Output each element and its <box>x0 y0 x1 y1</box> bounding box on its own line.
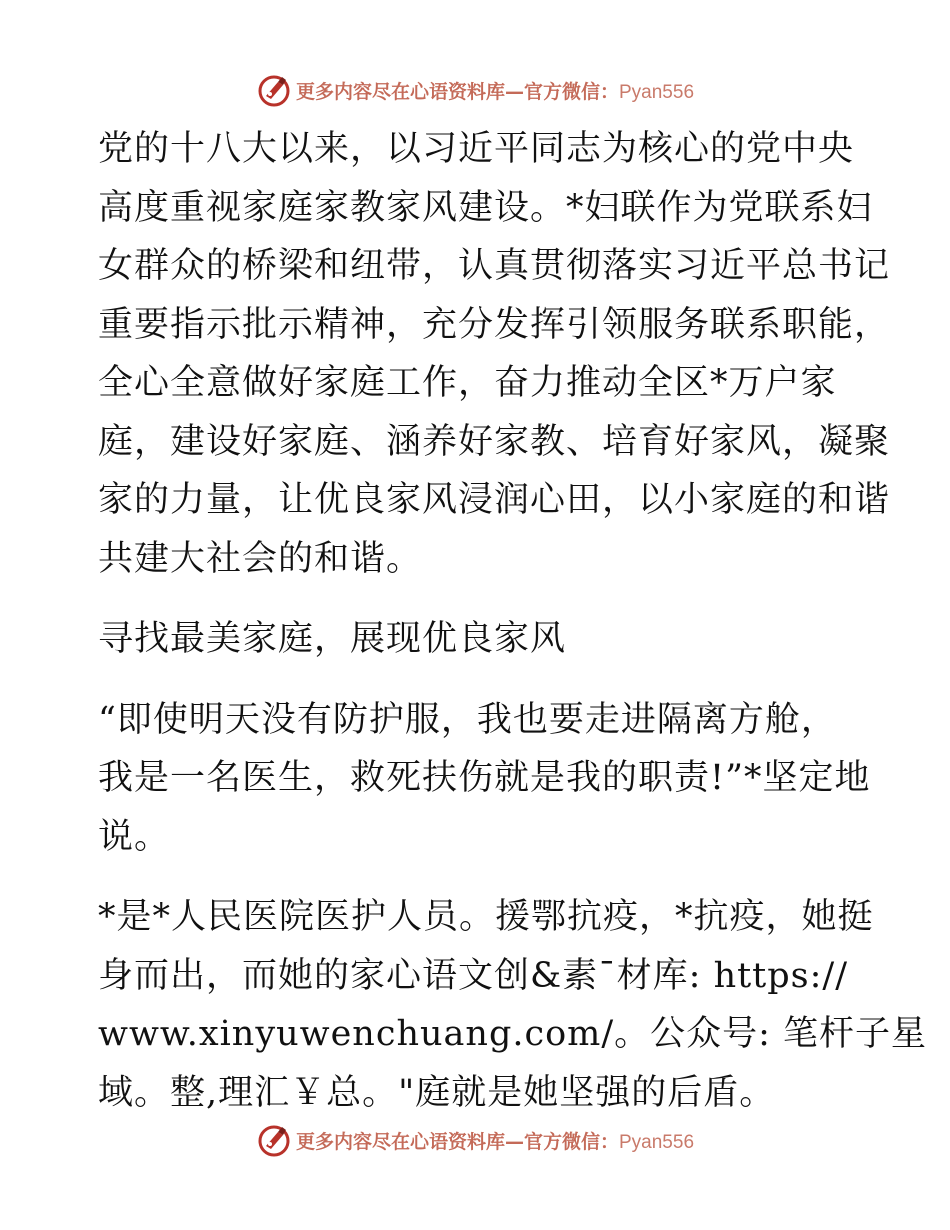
text-line: 寻找最美家庭，展现优良家风 <box>98 619 567 659</box>
banner-text <box>296 1127 694 1154</box>
section-heading <box>98 610 858 669</box>
text-line: 庭，建设好家庭、涵养好家教、培育好家风，凝聚 <box>98 421 891 462</box>
banner-handle: Pyan556 <box>619 1131 695 1153</box>
text-line: 党的十八大以来，以习近平同志为核心的党中央 <box>98 129 855 169</box>
text-line: 重要指示批示精神，充分发挥引领服务联系职能， <box>98 304 891 345</box>
paragraph-story <box>98 888 928 1122</box>
text-line: 域。整,理汇￥总。"庭就是她坚强的后盾。 <box>98 1072 776 1113</box>
text-line: “即使明天没有防护服，我也要走进隔离方舱， <box>98 699 837 740</box>
text-line: 说。 <box>98 816 171 857</box>
pen-seal-logo-icon <box>256 1122 292 1158</box>
header-banner <box>0 70 950 110</box>
text-line: 共建大社会的和谐。 <box>98 538 423 579</box>
text-line: 全心全意做好家庭工作，奋力推动全区*万户家 <box>98 363 837 403</box>
footer-banner <box>0 1120 950 1160</box>
banner-handle: Pyan556 <box>619 81 695 103</box>
text-line: 高度重视家庭家教家风建设。*妇联作为党联系妇 <box>98 187 873 228</box>
banner-slogan: 更多内容尽在心语资料库—官方微信： <box>295 80 619 103</box>
document-body <box>98 120 928 1122</box>
banner-slogan: 更多内容尽在心语资料库—官方微信： <box>295 1130 619 1153</box>
paragraph-quote <box>98 691 871 867</box>
text-line: *是*人民医院医护人员。援鄂抗疫，*抗疫，她挺 <box>98 897 874 937</box>
text-line: 家的力量，让优良家风浸润心田，以小家庭的和谐 <box>98 480 891 520</box>
text-line: 我是一名医生，救死扶伤就是我的职责!”*坚定地 <box>98 758 871 798</box>
banner-text <box>296 77 694 104</box>
pen-seal-logo-icon <box>256 72 292 108</box>
paragraph-intro <box>98 120 891 588</box>
text-line: www.xinyuwenchuang.com/。公众号: 笔杆子星 <box>98 1014 928 1054</box>
text-line: 身而出，而她的家心语文创&素¯材库: https:// <box>98 955 848 996</box>
text-line: 女群众的桥梁和纽带，认真贯彻落实习近平总书记 <box>98 246 891 286</box>
